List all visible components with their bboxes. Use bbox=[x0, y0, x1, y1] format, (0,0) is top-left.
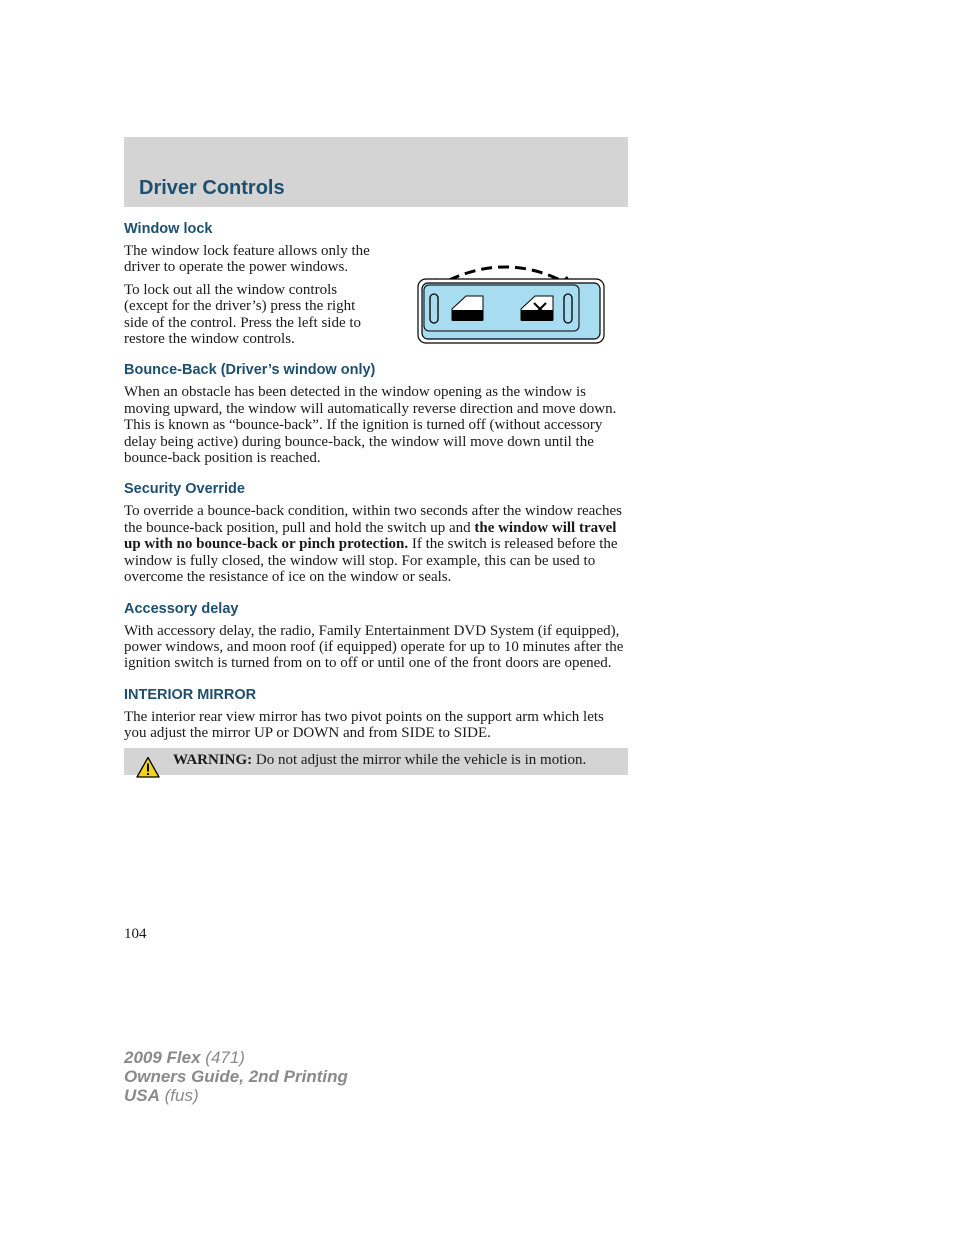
section-window-lock bbox=[124, 220, 628, 347]
page-content bbox=[124, 220, 628, 775]
footer bbox=[124, 1048, 348, 1105]
footer-model-code: (471) bbox=[200, 1048, 245, 1067]
heading-security-override: Security Override bbox=[124, 481, 245, 498]
paragraph: The interior rear view mirror has two pivot points on the support arm which lets you adjust the mirror UP or DOWN and from SIDE to SIDE. bbox=[124, 708, 604, 742]
warning-text bbox=[173, 752, 616, 768]
footer-line-1 bbox=[124, 1048, 348, 1067]
page-number: 104 bbox=[124, 926, 147, 942]
page-title: Driver Controls bbox=[139, 177, 285, 199]
paragraph: To lock out all the window controls (except for the driver’s) press the right side of the control. Press the left side to restore the window controls. bbox=[124, 281, 362, 348]
heading-bounce-back: Bounce-Back (Driver’s window only) bbox=[124, 362, 376, 379]
footer-region: USA bbox=[124, 1086, 160, 1105]
paragraph: With accessory delay, the radio, Family Entertainment DVD System (if equipped), power windows, and moon roof (if equipped) operate for up to 10 minutes after the ignition switch is turned from on to off or until one of the front doors are opened. bbox=[124, 622, 624, 672]
footer-line-2: Owners Guide, 2nd Printing bbox=[124, 1067, 348, 1086]
footer-region-code: (fus) bbox=[159, 1086, 199, 1105]
heading-accessory-delay: Accessory delay bbox=[124, 600, 239, 617]
warning-label: WARNING: bbox=[173, 751, 253, 768]
warning-message: Do not adjust the mirror while the vehicle is in motion. bbox=[252, 751, 587, 768]
paragraph bbox=[124, 503, 628, 585]
warning-triangle-icon bbox=[136, 756, 160, 778]
bold-text-run: the window will travel up with no bounce-back or pinch protection. bbox=[124, 519, 617, 553]
section-accessory-delay bbox=[124, 600, 628, 672]
warning-box bbox=[124, 748, 628, 775]
footer-line-3 bbox=[124, 1086, 348, 1105]
paragraph: The window lock feature allows only the driver to operate the power windows. bbox=[124, 243, 370, 276]
footer-model: 2009 Flex bbox=[124, 1048, 201, 1067]
section-bounce-back bbox=[124, 361, 628, 466]
text-run: To override a bounce-back condition, within two seconds after the window reaches the bounce-back position, pull and hold the switch up and bbox=[124, 503, 622, 536]
text-run: If the switch is released before the window is fully closed, the window will stop. For example, this can be used to overcome the resistance of ice on the window or seals. bbox=[124, 536, 618, 586]
heading-window-lock: Window lock bbox=[124, 221, 213, 237]
heading-interior-mirror: INTERIOR MIRROR bbox=[124, 686, 257, 703]
section-interior-mirror bbox=[124, 686, 628, 742]
section-security-override bbox=[124, 480, 628, 585]
paragraph: When an obstacle has been detected in the window opening as the window is moving upward, the window will automatically reverse direction and move down. This is known as “bounce-back”. If the ignition is turned off (without accessory delay being active) during bounce-back, the window will move down until the bounce-back position is reached. bbox=[124, 384, 617, 467]
